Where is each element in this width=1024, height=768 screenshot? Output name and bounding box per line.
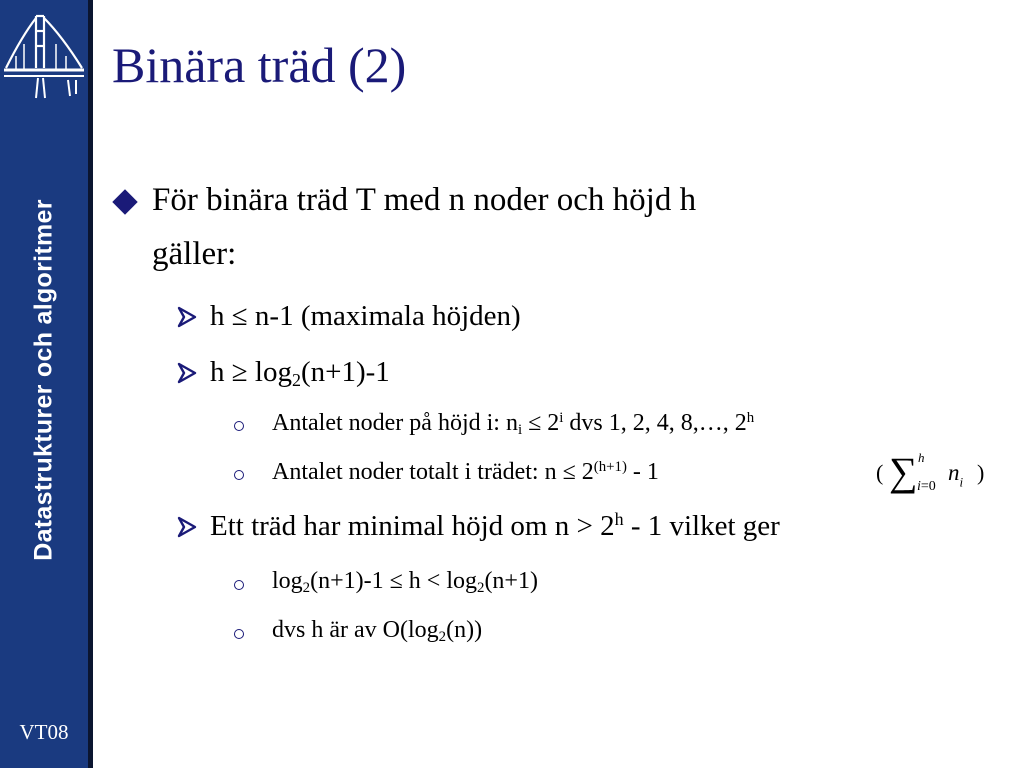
nodes-per-level-text: Antalet noder på höjd i: $n_i \le 2^i$ dvs 1, 2, 4, 8,…, 2$^h$ <box>272 409 755 439</box>
sum-sign: ∑ <box>889 449 918 494</box>
sum-formula <box>876 449 986 502</box>
sum-lower-limit: i=0 <box>917 479 936 494</box>
minimal-height-text: Ett träd har minimal höjd om $n > 2^h - 1$ vilket ger <box>210 509 780 542</box>
sum-upper-limit: h <box>918 450 925 465</box>
big-o-text: dvs h är av $O(\log_2(n))$ <box>272 617 483 646</box>
bridge-icon <box>2 6 86 106</box>
term-label: VT08 <box>19 720 69 744</box>
sidebar-edge <box>88 0 93 768</box>
sum-close-paren: ) <box>977 460 985 485</box>
max-height-text: h ≤ n-1 (maximala höjden) <box>210 300 521 332</box>
bullet-text-line2: gäller: <box>152 236 237 272</box>
min-height-text: $h \ge \log_2(n+1)-1$ <box>210 356 390 391</box>
circle-bullet-icon <box>234 580 244 590</box>
diamond-bullet-icon <box>112 189 137 214</box>
circle-bullet-icon <box>234 629 244 639</box>
circle-bullet-icon <box>234 421 244 431</box>
log-bound-text: $\log_2(n+1)-1 \le h < \log_2(n+1)$ <box>272 568 538 597</box>
sum-open-paren: ( <box>876 460 884 485</box>
course-title-vertical: Datastrukturer och algoritmer <box>29 199 58 561</box>
page-title: Binära träd (2) <box>112 37 407 93</box>
sum-term: $n_i$ <box>948 460 964 490</box>
arrow-bullet-icon <box>176 306 198 328</box>
arrow-bullet-icon <box>176 516 198 538</box>
sidebar <box>0 0 88 768</box>
total-nodes-text: Antalet noder totalt i trädet: $n \le 2^{(h+1)} - 1$ <box>272 458 659 485</box>
arrow-bullet-icon <box>176 362 198 384</box>
circle-bullet-icon <box>234 470 244 480</box>
bullet-text-line1: För binära träd T med n noder och höjd h <box>152 182 697 218</box>
